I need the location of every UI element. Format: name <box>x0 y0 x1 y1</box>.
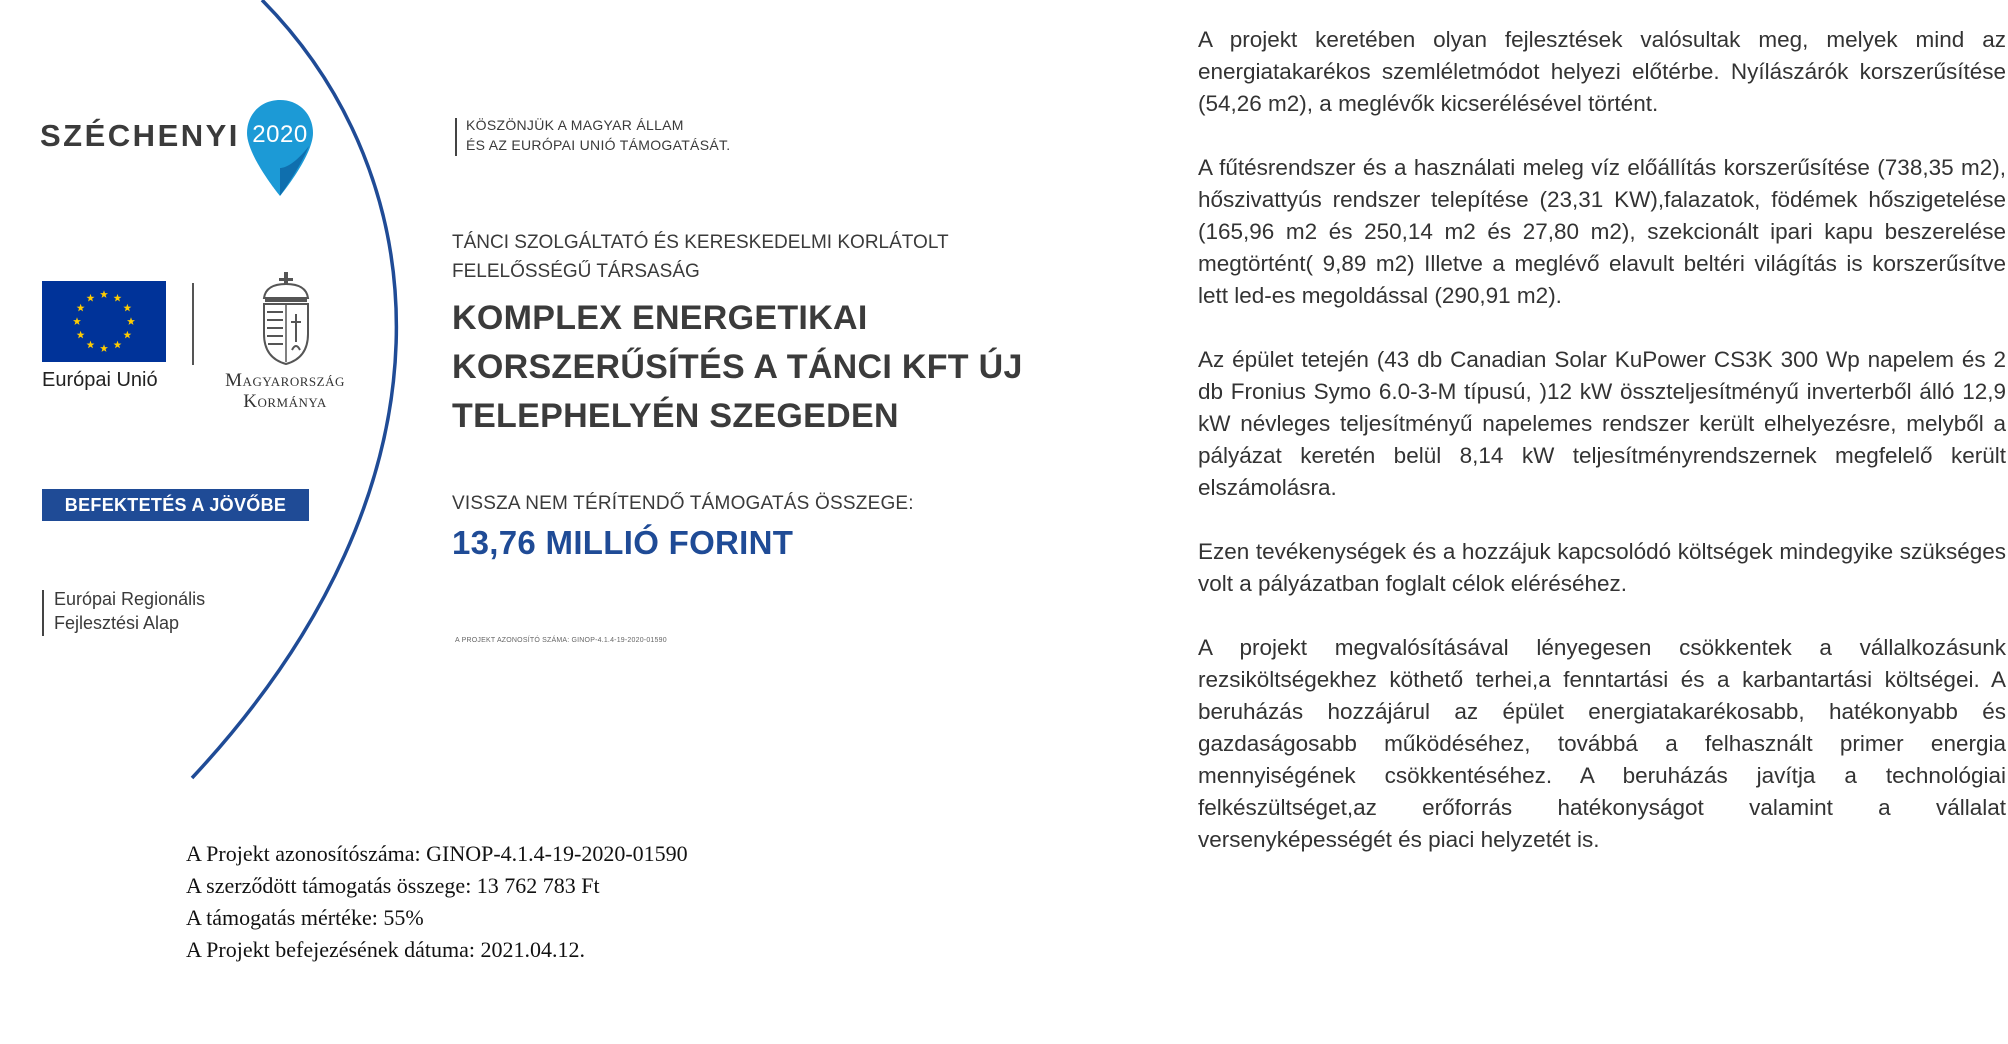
thanks-line-2: ÉS AZ EURÓPAI UNIÓ TÁMOGATÁSÁT. <box>466 137 731 153</box>
eu-flag-icon <box>42 281 166 362</box>
szechenyi-logo-text: SZÉCHENYI <box>40 118 240 153</box>
thanks-divider <box>455 118 457 156</box>
logo-divider <box>192 283 194 365</box>
fund-line-2: Fejlesztési Alap <box>54 613 180 633</box>
description-paragraph: Az épület tetején (43 db Canadian Solar KuPower CS3K 300 Wp napelem és 2 db Fronius Symo 6.0-3-M típusú, )12 kW összteljesítményű inverterből álló 12,9 kW névleges teljesítményű napelemes rendszer került elhelyezésre, melyből a pályázat keretén belül 8,14 kW teljesítményrendszernek megfelelő került elszámolásra. <box>1198 347 2006 500</box>
gov-line-1: Magyarország <box>225 370 345 391</box>
project-id-small: A PROJEKT AZONOSÍTÓ SZÁMA: GINOP-4.1.4-19-2020-01590 <box>455 637 667 644</box>
grant-label: VISSZA NEM TÉRÍTENDŐ TÁMOGATÁS ÖSSZEGE: <box>452 493 914 514</box>
title-line-2: KORSZERŰSÍTÉS A TÁNCI KFT ÚJ <box>452 348 1023 386</box>
support-rate-line: A támogatás mértéke: 55% <box>186 905 424 930</box>
project-title <box>452 294 1023 441</box>
thanks-note <box>466 115 730 155</box>
completion-date-line: A Projekt befejezésének dátuma: 2021.04.12. <box>186 937 585 962</box>
thanks-line-1: KÖSZÖNJÜK A MAGYAR ÁLLAM <box>466 117 684 133</box>
description-paragraph: A projekt megvalósításával lényegesen csökkentek a vállalkozásunk rezsiköltségekhez köthető terhei,a fenntartási és a karbantartási költségei. A beruházás hozzájárul az épület energiatakarékosabb, hatékonyabb és gazdaságosabb működéséhez, továbbá a felhasznált primer energia mennyiségének csökkentéséhez. A beruházás javítja a technológiai felkészültséget,az erőforrás hatékonyságot valamint a vállalat versenyképességét és piaci helyzetét is. <box>1198 635 2006 852</box>
fund-divider <box>42 590 44 636</box>
project-description <box>1198 24 2006 888</box>
company-line-1: TÁNCI SZOLGÁLTATÓ ÉS KERESKEDELMI KORLÁTOLT <box>452 232 949 253</box>
grant-amount: 13,76 MILLIÓ FORINT <box>452 524 794 561</box>
description-paragraph: A fűtésrendszer és a használati meleg víz előállítás korszerűsítése (738,35 m2), hőszivattyús rendszer telepítése (23,31 KW),falazatok, födémek hőszigetelése (165,96 m2 és 250,14 m2 és 27,80 m2), szekcionált ipari kapu beszerelése megtörtént( 9,89 m2) Illetve a meglévő elavult beltéri világítás is korszerűsítve lett led-es megoldással (290,91 m2). <box>1198 155 2006 308</box>
gov-line-2: Kormánya <box>243 391 327 412</box>
project-details <box>186 838 688 966</box>
company-line-2: FELELŐSSÉGŰ TÁRSASÁG <box>452 261 700 282</box>
szechenyi-year: 2020 <box>252 121 308 148</box>
description-paragraph: A projekt keretében olyan fejlesztések valósultak meg, melyek mind az energiatakarékos szemléletmódot helyezi előtérbe. Nyílászárók korszerűsítése (54,26 m2), a meglévők kicserélésével történt. <box>1198 27 2006 116</box>
contracted-amount-line: A szerződött támogatás összege: 13 762 783 Ft <box>186 873 600 898</box>
company-name <box>452 228 949 286</box>
government-name <box>205 370 365 412</box>
fund-line-1: Európai Regionális <box>54 589 206 609</box>
eu-label: Európai Unió <box>42 369 158 391</box>
project-id-line: A Projekt azonosítószáma: GINOP-4.1.4-19-2020-01590 <box>186 841 688 866</box>
title-line-3: TELEPHELYÉN SZEGEDEN <box>452 397 899 435</box>
description-paragraph: Ezen tevékenységek és a hozzájuk kapcsolódó költségek mindegyike szükséges volt a pályázatban foglalt célok eléréséhez. <box>1198 539 2006 596</box>
hungarian-coat-of-arms-icon <box>256 270 316 366</box>
title-line-1: KOMPLEX ENERGETIKAI <box>452 299 868 337</box>
fund-name <box>54 587 205 635</box>
invest-future-badge: BEFEKTETÉS A JÖVŐBE <box>42 489 309 521</box>
